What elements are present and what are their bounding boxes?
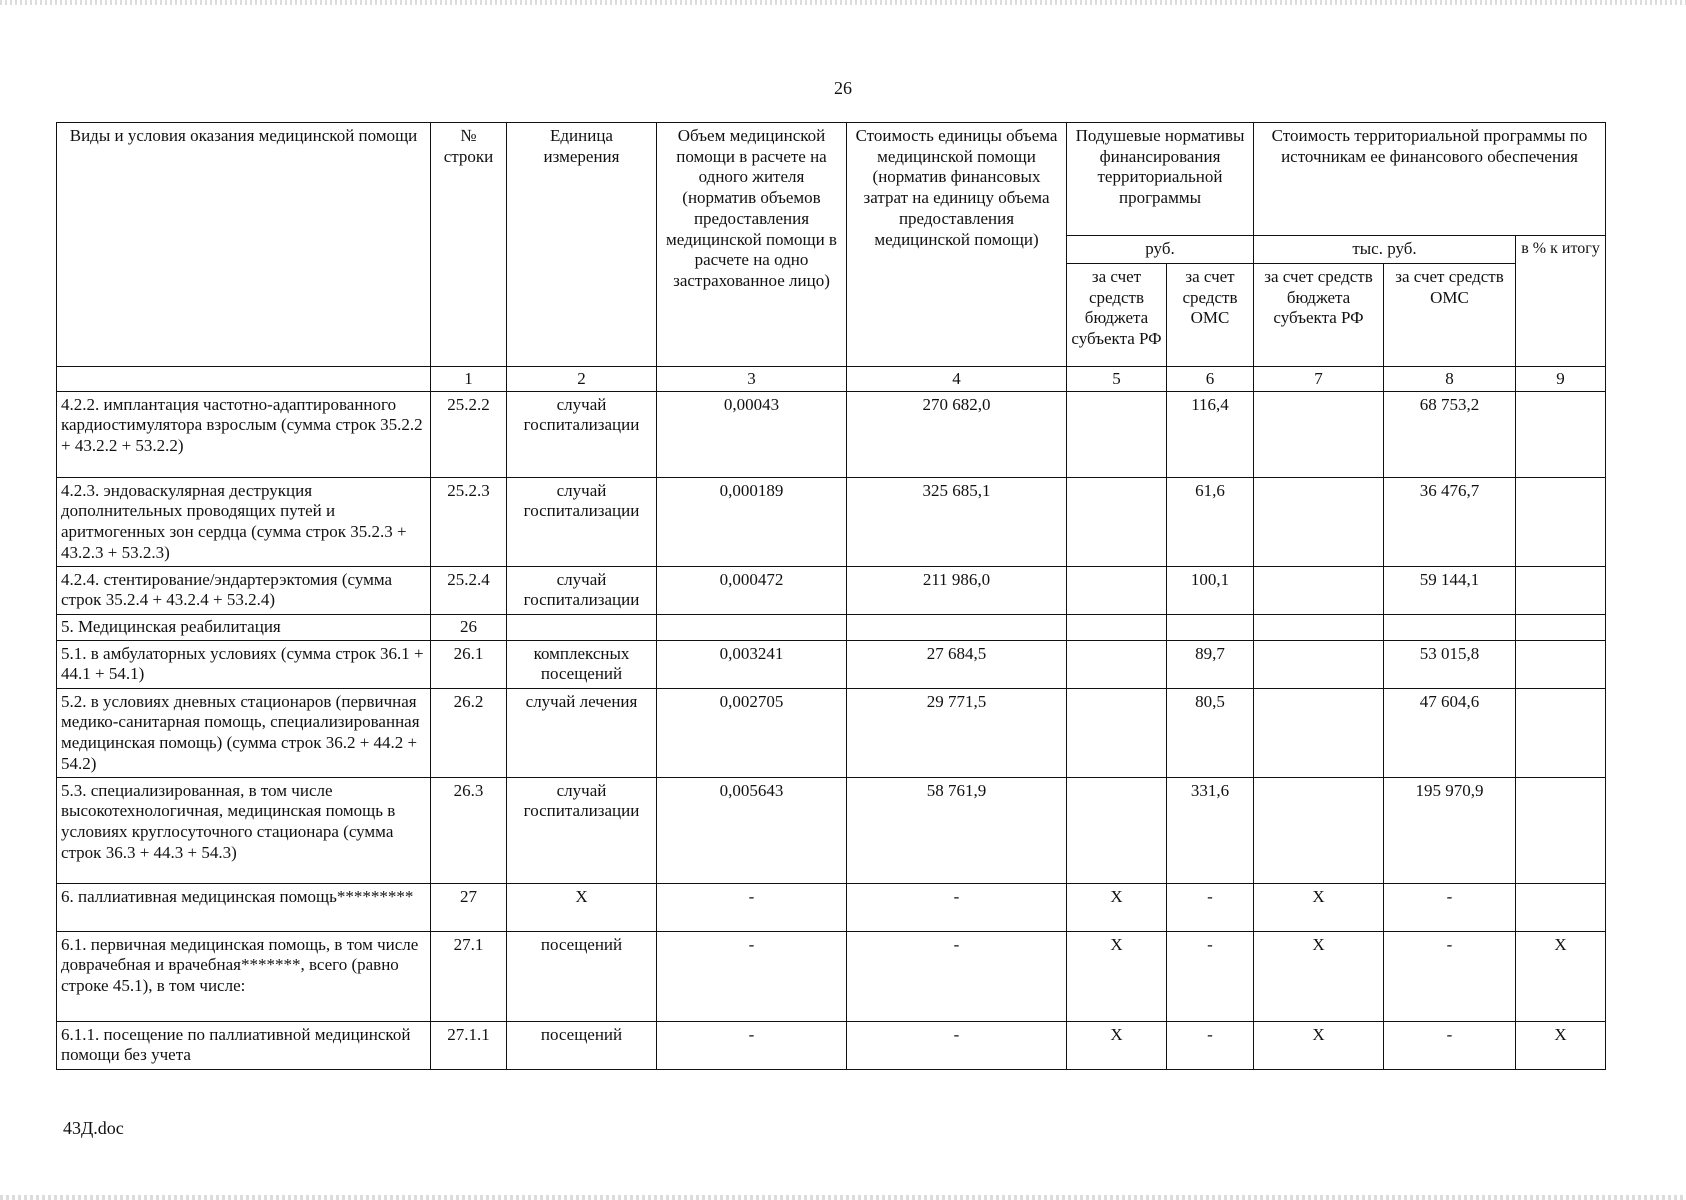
- header-row-no: № строки: [431, 123, 507, 367]
- table-row: [57, 931, 1606, 1021]
- cell-unit: случай госпитализации: [507, 391, 657, 477]
- cell-budget-thousand: [1254, 614, 1384, 640]
- header-cost: Стоимость единицы объема медицинской помощи (норматив финансовых затрат на единицу объема предоставления медицинской помощи): [847, 123, 1067, 367]
- cell-oms-thousand: -: [1384, 931, 1516, 1021]
- cell-volume: 0,00043: [657, 391, 847, 477]
- header-unit-thousand-rub: тыс. руб.: [1254, 236, 1516, 264]
- cell-oms-rub: 89,7: [1167, 640, 1254, 688]
- header-percent-total: в % к итогу: [1516, 236, 1606, 367]
- header-budget-thousand: за счет средств бюджета субъекта РФ: [1254, 264, 1384, 367]
- cell-name: 4.2.2. имплантация частотно-адаптированного кардиостимулятора взрослым (сумма строк 35.2.2 + 43.2.2 + 53.2.2): [57, 391, 431, 477]
- cell-name: 5.2. в условиях дневных стационаров (первичная медико-санитарная помощь, специализированная медицинская помощь) (сумма строк 36.2 + 44.2 + 54.2): [57, 688, 431, 777]
- header-volume: Объем медицинской помощи в расчете на одного жителя (норматив объемов предоставления медицинской помощи в расчете на одно застрахованное лицо): [657, 123, 847, 367]
- cell-row-no: 27.1: [431, 931, 507, 1021]
- cell-row-no: 27.1.1: [431, 1021, 507, 1069]
- cell-unit: случай госпитализации: [507, 566, 657, 614]
- cell-unit: случай госпитализации: [507, 777, 657, 883]
- cell-unit: посещений: [507, 931, 657, 1021]
- cell-budget-thousand: [1254, 777, 1384, 883]
- cell-oms-thousand: 59 144,1: [1384, 566, 1516, 614]
- column-number: 1: [431, 367, 507, 392]
- table-row: [57, 777, 1606, 883]
- cell-oms-rub: 331,6: [1167, 777, 1254, 883]
- cell-volume: 0,005643: [657, 777, 847, 883]
- cell-name: 5. Медицинская реабилитация: [57, 614, 431, 640]
- cell-budget-rub: [1067, 777, 1167, 883]
- table-row: [57, 1021, 1606, 1069]
- cell-cost: -: [847, 1021, 1067, 1069]
- cell-volume: -: [657, 883, 847, 931]
- cell-row-no: 25.2.3: [431, 477, 507, 566]
- cell-oms-thousand: 36 476,7: [1384, 477, 1516, 566]
- cell-volume: 0,000472: [657, 566, 847, 614]
- cell-volume: -: [657, 1021, 847, 1069]
- cell-percent: [1516, 777, 1606, 883]
- cell-row-no: 26.1: [431, 640, 507, 688]
- cell-budget-rub: [1067, 566, 1167, 614]
- column-number-row: [57, 367, 1606, 392]
- cell-percent: X: [1516, 931, 1606, 1021]
- column-number: 7: [1254, 367, 1384, 392]
- column-number: 2: [507, 367, 657, 392]
- cell-volume: [657, 614, 847, 640]
- cell-budget-rub: X: [1067, 883, 1167, 931]
- cell-cost: 211 986,0: [847, 566, 1067, 614]
- cell-percent: [1516, 883, 1606, 931]
- header-unit-rub: руб.: [1067, 236, 1254, 264]
- table-row: [57, 391, 1606, 477]
- table-row: [57, 566, 1606, 614]
- cell-oms-thousand: [1384, 614, 1516, 640]
- header-name: Виды и условия оказания медицинской помощи: [57, 123, 431, 367]
- column-number: 6: [1167, 367, 1254, 392]
- cell-name: 6. паллиативная медицинская помощь*********: [57, 883, 431, 931]
- cell-row-no: 27: [431, 883, 507, 931]
- page-number: 26: [834, 78, 852, 98]
- cell-budget-thousand: [1254, 477, 1384, 566]
- cell-cost: 325 685,1: [847, 477, 1067, 566]
- cell-budget-rub: [1067, 640, 1167, 688]
- cell-budget-rub: X: [1067, 931, 1167, 1021]
- cell-budget-thousand: [1254, 688, 1384, 777]
- cell-percent: [1516, 688, 1606, 777]
- cell-budget-rub: [1067, 477, 1167, 566]
- cell-budget-rub: [1067, 688, 1167, 777]
- cell-name: 6.1. первичная медицинская помощь, в том числе доврачебная и врачебная*******, всего (равно строке 45.1), в том числе:: [57, 931, 431, 1021]
- cell-oms-thousand: 53 015,8: [1384, 640, 1516, 688]
- cell-unit: случай лечения: [507, 688, 657, 777]
- cell-unit: комплексных посещений: [507, 640, 657, 688]
- cell-name: 6.1.1. посещение по паллиативной медицинской помощи без учета: [57, 1021, 431, 1069]
- table-container: [56, 122, 1605, 1070]
- cell-row-no: 25.2.2: [431, 391, 507, 477]
- cell-row-no: 26.2: [431, 688, 507, 777]
- header-per-capita: Подушевые нормативы финансирования территориальной программы: [1067, 123, 1254, 236]
- cell-percent: [1516, 391, 1606, 477]
- scan-edge-bottom: [0, 1195, 1686, 1200]
- cell-unit: X: [507, 883, 657, 931]
- cell-budget-thousand: X: [1254, 1021, 1384, 1069]
- cell-oms-thousand: 68 753,2: [1384, 391, 1516, 477]
- cell-percent: X: [1516, 1021, 1606, 1069]
- cell-name: 4.2.3. эндоваскулярная деструкция дополнительных проводящих путей и аритмогенных зон сердца (сумма строк 35.2.3 + 43.2.3 + 53.2.3): [57, 477, 431, 566]
- cell-budget-thousand: X: [1254, 931, 1384, 1021]
- cell-budget-rub: X: [1067, 1021, 1167, 1069]
- cell-unit: случай госпитализации: [507, 477, 657, 566]
- table-row: [57, 688, 1606, 777]
- cell-oms-rub: 80,5: [1167, 688, 1254, 777]
- financing-table: [56, 122, 1606, 1070]
- cell-percent: [1516, 640, 1606, 688]
- table-row: [57, 614, 1606, 640]
- cell-budget-thousand: [1254, 566, 1384, 614]
- footer-filename: 43Д.doc: [63, 1118, 124, 1138]
- column-number: 3: [657, 367, 847, 392]
- cell-cost: 270 682,0: [847, 391, 1067, 477]
- cell-cost: -: [847, 931, 1067, 1021]
- cell-budget-rub: [1067, 391, 1167, 477]
- cell-name: 5.3. специализированная, в том числе высокотехнологичная, медицинская помощь в условиях круглосуточного стационара (сумма строк 36.3 + 44.3 + 54.3): [57, 777, 431, 883]
- cell-oms-rub: -: [1167, 883, 1254, 931]
- column-number: [57, 367, 431, 392]
- header-oms-thousand: за счет средств ОМС: [1384, 264, 1516, 367]
- cell-row-no: 25.2.4: [431, 566, 507, 614]
- cell-cost: [847, 614, 1067, 640]
- header-budget-rub: за счет средств бюджета субъекта РФ: [1067, 264, 1167, 367]
- cell-oms-thousand: -: [1384, 883, 1516, 931]
- header-unit: Единица измерения: [507, 123, 657, 367]
- cell-cost: -: [847, 883, 1067, 931]
- cell-cost: 27 684,5: [847, 640, 1067, 688]
- table-row: [57, 883, 1606, 931]
- column-number: 4: [847, 367, 1067, 392]
- cell-oms-thousand: 47 604,6: [1384, 688, 1516, 777]
- cell-oms-rub: [1167, 614, 1254, 640]
- cell-cost: 58 761,9: [847, 777, 1067, 883]
- header-program-cost: Стоимость территориальной программы по источникам ее финансового обеспечения: [1254, 123, 1606, 236]
- cell-budget-thousand: X: [1254, 883, 1384, 931]
- cell-row-no: 26: [431, 614, 507, 640]
- cell-budget-rub: [1067, 614, 1167, 640]
- cell-volume: 0,003241: [657, 640, 847, 688]
- cell-unit: [507, 614, 657, 640]
- cell-oms-rub: -: [1167, 931, 1254, 1021]
- table-row: [57, 477, 1606, 566]
- cell-budget-thousand: [1254, 391, 1384, 477]
- cell-percent: [1516, 566, 1606, 614]
- cell-oms-rub: 100,1: [1167, 566, 1254, 614]
- column-number: 8: [1384, 367, 1516, 392]
- cell-oms-rub: -: [1167, 1021, 1254, 1069]
- cell-budget-thousand: [1254, 640, 1384, 688]
- cell-percent: [1516, 477, 1606, 566]
- cell-name: 4.2.4. стентирование/эндартерэктомия (сумма строк 35.2.4 + 43.2.4 + 53.2.4): [57, 566, 431, 614]
- cell-volume: 0,002705: [657, 688, 847, 777]
- cell-row-no: 26.3: [431, 777, 507, 883]
- cell-oms-rub: 116,4: [1167, 391, 1254, 477]
- scan-edge-top: [0, 0, 1686, 5]
- column-number: 5: [1067, 367, 1167, 392]
- cell-cost: 29 771,5: [847, 688, 1067, 777]
- table-row: [57, 640, 1606, 688]
- cell-percent: [1516, 614, 1606, 640]
- cell-oms-thousand: 195 970,9: [1384, 777, 1516, 883]
- cell-name: 5.1. в амбулаторных условиях (сумма строк 36.1 + 44.1 + 54.1): [57, 640, 431, 688]
- cell-oms-thousand: -: [1384, 1021, 1516, 1069]
- cell-volume: -: [657, 931, 847, 1021]
- cell-volume: 0,000189: [657, 477, 847, 566]
- cell-unit: посещений: [507, 1021, 657, 1069]
- cell-oms-rub: 61,6: [1167, 477, 1254, 566]
- header-oms-rub: за счет средств ОМС: [1167, 264, 1254, 367]
- column-number: 9: [1516, 367, 1606, 392]
